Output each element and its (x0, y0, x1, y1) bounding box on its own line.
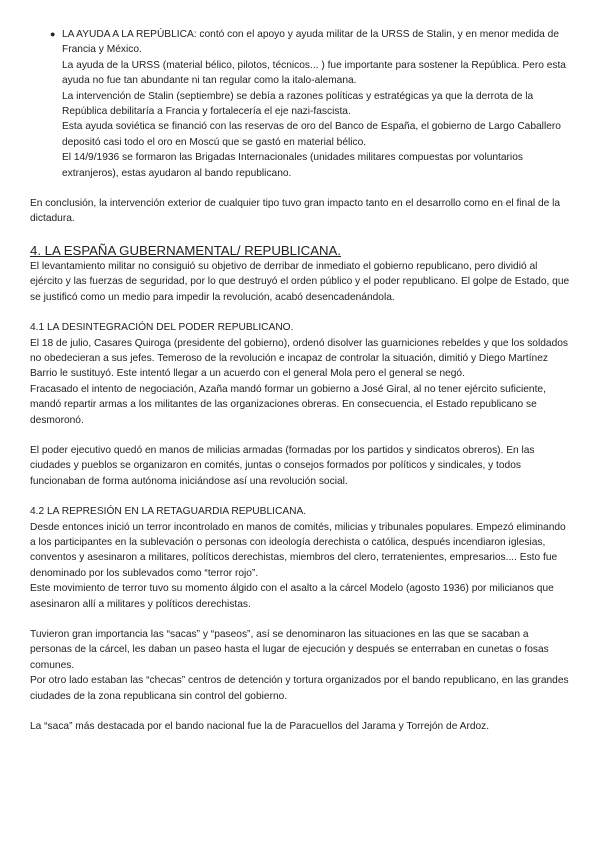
section-4-2-paragraph: Por otro lado estaban las “checas” centros de detención y tortura organizados por el bando republicano, en las grandes ciudades de la zona republicana sin control del gobierno. (30, 675, 569, 702)
bullet-line: Esta ayuda soviética se financió con las reservas de oro del Banco de España, el gobierno de Largo Caballero depositó casi todo el oro en Moscú que se gastó en material bélico. (62, 121, 561, 148)
section-4-1-paragraph: El poder ejecutivo quedó en manos de milicias armadas (formadas por los partidos y sindicatos obreros). En las ciudades y pueblos se organizaron en comités, juntas o consejos formados por políticos y sindicales, y todos funcionaban de forma autónoma iniciándose así una revolución social. (30, 444, 535, 487)
bullet-line: LA AYUDA A LA REPÚBLICA: contó con el apoyo y ayuda militar de la URSS de Stalin, y en menor medida de Francia y México. (62, 29, 560, 56)
conclusion-paragraph: En conclusión, la intervención exterior de cualquier tipo tuvo gran impacto tanto en el desarrollo como en el final de la dictadura. (30, 198, 561, 225)
bullet-item-aid-to-republic (50, 27, 570, 181)
bullet-dot-icon: ● (50, 29, 56, 39)
section-4-1-paragraph: Fracasado el intento de negociación, Azaña mandó formar un gobierno a José Giral, al no tener ejército suficiente, mandó repartir armas a los militantes de las organizaciones obreras. En consecuencia, el Estado republicano se desmoronó. (30, 383, 546, 426)
section-4-2-heading: 4.2 LA REPRESIÓN EN LA RETAGUARDIA REPUBLICANA. (30, 506, 307, 518)
section-4-2-paragraph: Este movimiento de terror tuvo su momento álgido con el asalto a la cárcel Modelo (agosto 1936) por milicianos que asesinaron allí a militares y políticos derechistas. (30, 583, 554, 610)
section-4-1-paragraph: El 18 de julio, Casares Quiroga (presidente del gobierno), ordenó disolver las guarniciones rebeldes y que los soldados no obedecieran a sus jefes. Temeroso de la revolución e incapaz de controlar la situación, dimitió y Diego Martínez Barrio le sustituyó. Este intentó llegar a un acuerdo con el general Mola pero el general se negó. (30, 337, 568, 380)
section-4-heading: 4. LA ESPAÑA GUBERNAMENTAL/ REPUBLICANA. (30, 242, 341, 258)
section-4-2-paragraph: Tuvieron gran importancia las “sacas” y “paseos”, así se denominaron las situaciones en las que se sacaban a personas de la cárcel, les daban un paseo hasta el lugar de ejecución y después se enterraban en cunetas o fosas comunes. (30, 629, 549, 671)
section-4-intro: El levantamiento militar no consiguió su objetivo de derribar de inmediato el gobierno republicano, pero dividió al ejército y las fuerzas de seguridad, por lo que destruyó el orden público y el poder republicano. El golpe de Estado, que se justificó como un medio para impedir la revolución, acabó desencadenándola. (30, 260, 570, 303)
bullet-line: La ayuda de la URSS (material bélico, pilotos, técnicos... ) fue importante para sostener la República. Pero esta ayuda no fue tan abundante ni tan regular como la italo-alemana. (62, 59, 566, 87)
section-4-2-paragraph: Desde entonces inició un terror incontrolado en manos de comités, milicias y tribunales populares. Empezó eliminando a los participantes en la sublevación o personas con ideología derechista o católica, después incendiaron iglesias, conventos y asesinaron a militares, políticos derechistas, miembros del clero, terratenientes, empresarios.... Esto fue denominado por los sublevados como “terror rojo”. (30, 521, 566, 579)
bullet-body (62, 27, 570, 181)
bullet-line: El 14/9/1936 se formaron las Brigadas Internacionales (unidades militares compuestas por voluntarios extranjeros), estas ayudaron al bando republicano. (62, 152, 523, 179)
section-4-1-heading: 4.1 LA DESINTEGRACIÓN DEL PODER REPUBLICANO. (30, 322, 294, 334)
bullet-line: La intervención de Stalin (septiembre) se debía a razones políticas y estratégicas ya que la derrota de la República debilitaría a Francia y fortalecería el eje nazi-fascista. (62, 90, 534, 118)
section-4-2-paragraph: La “saca” más destacada por el bando nacional fue la de Paracuellos del Jarama y Torrejón de Ardoz. (30, 721, 490, 733)
